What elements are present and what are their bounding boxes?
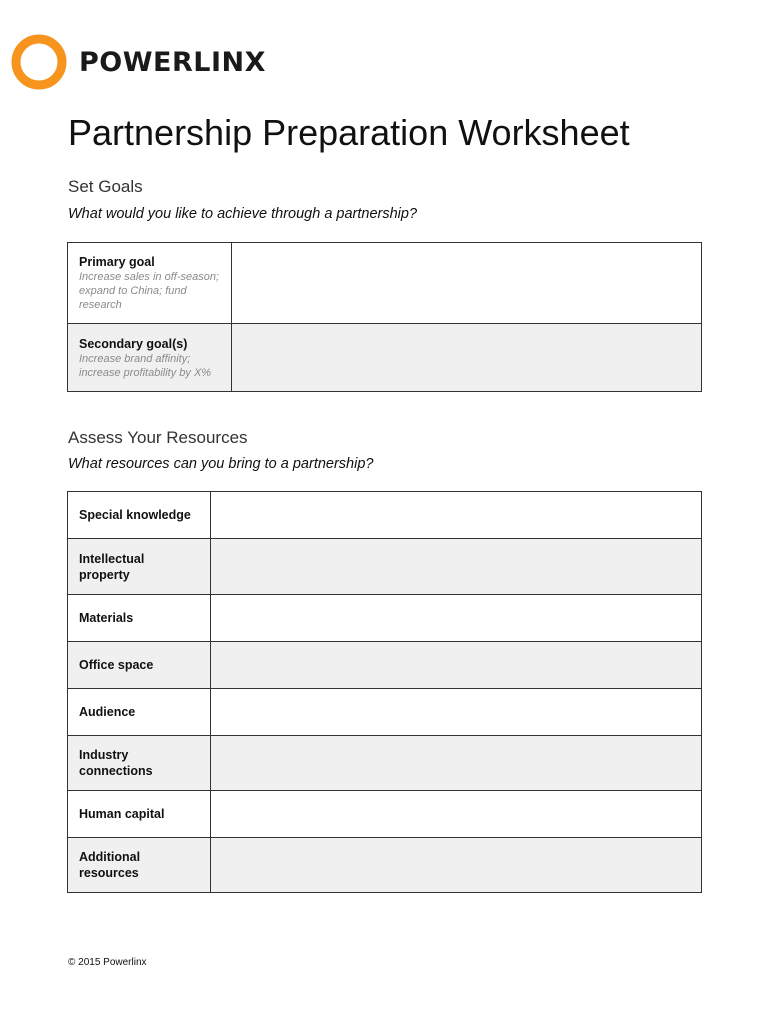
materials-field[interactable]	[211, 595, 702, 642]
set-goals-heading: Set Goals	[68, 177, 143, 196]
human-capital-label-cell	[68, 791, 211, 838]
materials-label: Materials	[79, 611, 134, 625]
page-title: Partnership Preparation Worksheet	[68, 112, 630, 153]
primary-goal-label-cell	[68, 243, 232, 324]
intellectual-property-field[interactable]	[211, 539, 702, 595]
table-row-special-knowledge	[68, 492, 702, 539]
human-capital-label: Human capital	[79, 807, 165, 821]
table-row-additional-resources	[68, 838, 702, 893]
intellectual-property-label: Intellectual property	[79, 551, 145, 582]
table-row-secondary-goal	[68, 324, 702, 392]
office-space-label-cell	[68, 642, 211, 689]
industry-connections-field[interactable]	[211, 736, 702, 791]
resources-question: What resources can you bring to a partnership?	[68, 456, 374, 472]
resources-heading: Assess Your Resources	[68, 428, 248, 447]
secondary-goal-label: Secondary goal(s)	[79, 336, 188, 351]
table-row-intellectual-property	[68, 539, 702, 595]
special-knowledge-field[interactable]	[211, 492, 702, 539]
set-goals-question: What would you like to achieve through a partnership?	[68, 206, 418, 222]
footer-copyright: © 2015 Powerlinx	[68, 957, 147, 968]
ring-logo-icon	[11, 34, 67, 90]
primary-goal-label: Primary goal	[79, 255, 155, 269]
audience-label-cell	[68, 689, 211, 736]
table-row-industry-connections	[68, 736, 702, 791]
audience-field[interactable]	[211, 689, 702, 736]
table-row-primary-goal	[68, 243, 702, 324]
secondary-goal-label-cell	[68, 324, 232, 392]
office-space-field[interactable]	[211, 642, 702, 689]
goals-table	[67, 242, 702, 392]
intellectual-property-label-cell	[68, 539, 211, 595]
materials-label-cell	[68, 595, 211, 642]
table-row-audience	[68, 689, 702, 736]
industry-connections-label-cell	[68, 736, 211, 791]
audience-label: Audience	[79, 705, 136, 719]
industry-connections-label: Industry connections	[79, 748, 153, 778]
human-capital-field[interactable]	[211, 791, 702, 838]
brand-name: POWERLINX	[79, 46, 266, 78]
table-row-human-capital	[68, 791, 702, 838]
brand-logo	[11, 33, 266, 91]
special-knowledge-label: Special knowledge	[79, 508, 191, 522]
special-knowledge-label-cell	[68, 492, 211, 539]
primary-goal-field[interactable]	[232, 243, 702, 324]
table-row-office-space	[68, 642, 702, 689]
table-row-materials	[68, 595, 702, 642]
resources-table	[67, 491, 702, 893]
additional-resources-field[interactable]	[211, 838, 702, 893]
primary-goal-hint: Increase sales in off-season; expand to China; fund research	[79, 271, 220, 311]
secondary-goal-hint: Increase brand affinity; increase profitability by X%	[79, 352, 212, 379]
additional-resources-label-cell	[68, 838, 211, 893]
additional-resources-label: Additional resources	[79, 850, 141, 880]
office-space-label: Office space	[79, 658, 154, 672]
secondary-goal-field[interactable]	[232, 324, 702, 392]
